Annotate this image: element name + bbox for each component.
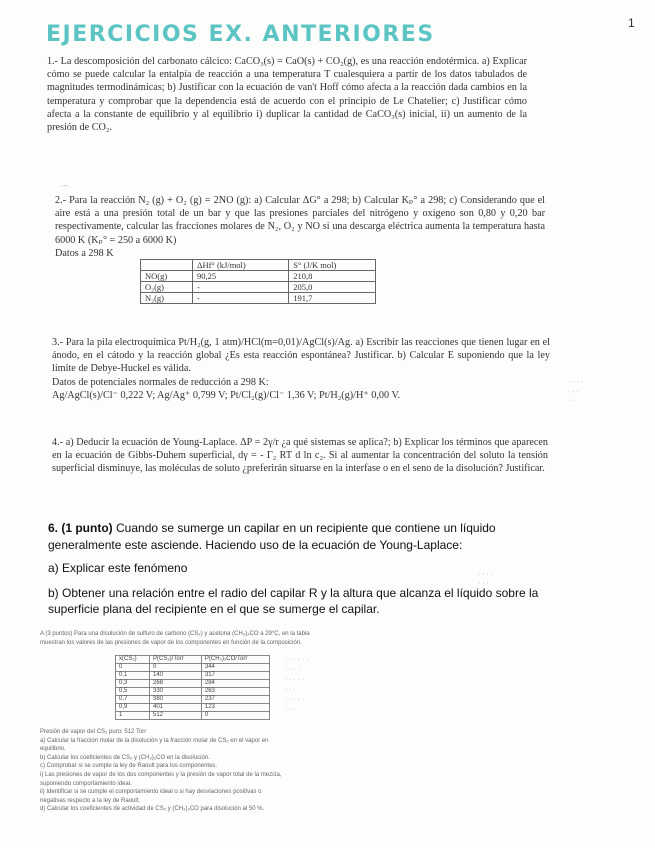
question-6-intro-text: Cuando se sumerge un capilar en un recipiente que contiene un líquido generalmente este asciende. Haciendo uso de la ecuación de Young-Laplace: — [48, 521, 496, 552]
table-cell: 0,7 — [116, 696, 150, 704]
table-cell: 401 — [149, 704, 201, 712]
table-header-cell: x(CS₂) — [116, 656, 150, 664]
question-2 — [55, 194, 545, 260]
table-header-cell — [141, 260, 193, 271]
table-cell: 330 — [149, 688, 201, 696]
question-3-potentials-label: Datos de potenciales normales de reducción a 298 K: — [52, 376, 269, 388]
question-6-number: 6. (1 punto) — [48, 521, 113, 535]
table-cell: 90,25 — [192, 271, 288, 282]
question-7-line: a) Calcular la fracción molar de la disolución y la fracción molar de CS₂ en el vapor en — [40, 737, 269, 744]
table-header-cell: P(CH₃)₂CO/Torr — [201, 656, 269, 664]
table-cell: 140 — [149, 672, 201, 680]
page-title: EJERCICIOS EX. ANTERIORES — [46, 22, 435, 47]
table-cell: 123 — [201, 704, 269, 712]
scan-mark: ·~· — [60, 183, 69, 190]
table-row — [116, 672, 270, 680]
question-7-line: d) Calcular los coeficientes de actividad de CS₂ y (CH₃)₂CO para disolución al 50 %. — [40, 806, 265, 813]
table-cell: 344 — [201, 664, 269, 672]
table-row — [116, 664, 270, 672]
table-header-row — [141, 260, 376, 271]
table-cell: 380 — [149, 696, 201, 704]
table-cell: 317 — [201, 672, 269, 680]
scan-mark: · · · · · · · — [478, 571, 494, 587]
table-cell: 210,8 — [289, 271, 376, 282]
table-row — [141, 282, 376, 293]
table-cell: 1 — [116, 712, 150, 720]
question-7-line: Presión de vapor del CS₂ puro: 512 Torr — [40, 729, 147, 735]
table-cell: 0 — [201, 712, 269, 720]
table-row — [116, 712, 270, 720]
table-row — [116, 680, 270, 688]
question-7-line: b) Calcular los coeficientes de CS₂ y (CH₃)₂CO en la disolución. — [40, 754, 210, 761]
table-header-cell: ΔHf° (kJ/mol) — [192, 260, 288, 271]
table-cell: 284 — [201, 680, 269, 688]
table-row — [141, 293, 376, 304]
table-header-cell: P(CS₂)/Torr — [149, 656, 201, 664]
question-4 — [52, 436, 548, 476]
table-row — [141, 271, 376, 282]
question-7-line: c) Comprobar si se cumple la ley de Raoult para los componentes. — [40, 763, 218, 770]
table-row — [116, 696, 270, 704]
question-7-line: A (3 puntos) Para una disolución de sulfuro de carbono (CS₂) y acetona (CH₃)₂CO a 29°C, en la tabla — [40, 631, 310, 637]
question-7-line: suponiendo comportamiento ideal. — [40, 780, 132, 787]
table-cell: 268 — [149, 680, 201, 688]
question-6-intro — [48, 520, 558, 553]
table-header-row — [116, 656, 270, 664]
table-cell: 263 — [201, 688, 269, 696]
table-header-cell: S° (J/K mol) — [289, 260, 376, 271]
question-7-parts — [40, 728, 281, 814]
question-7-line: i) Las presiones de vapor de los dos componentes y la presión de vapor total de la mezcla, — [40, 771, 282, 778]
scan-mark: · · · · · · · · · · · · · · · · · · · · · · · · · · — [285, 656, 309, 713]
question-3 — [52, 336, 550, 402]
table-cell: 0,9 — [116, 704, 150, 712]
question-2-text: 2.- Para la reacción N₂ (g) + O₂ (g) = 2NO (g): a) Calcular ΔG° a 298; b) Calcular Kₚ° a 298; c) Considerando que el aire está a una presión total de un bar y que las presiones parciales del nitrógeno y oxígeno son 0,80 y 0,20 bar respectivamente, calcular las fracciones molares de N₂, O₂ y NO si una descarga eléctrica aumenta la temperatura hasta 6000 K (Kₚ° = 250 a 6000 K) — [55, 195, 545, 246]
question-1 — [47, 55, 527, 134]
table-cell: 0 — [116, 664, 150, 672]
table-cell: 0,3 — [116, 680, 150, 688]
table-cell: 237 — [201, 696, 269, 704]
question-6-part-b: b) Obtener una relación entre el radio del capilar R y la altura que alcanza el líquido sobre la superficie plana del recipiente en el que se sumerge el capilar. — [48, 585, 539, 616]
question-7-intro — [40, 630, 310, 647]
question-1-text: 1.- La descomposición del carbonato cálcico: CaCO₃(s) = CaO(s) + CO₂(g), es una reacción endotérmica. a) Explicar cómo se puede calcular la entalpía de reacción a una temperatura T cualesquiera a partir de los datos tabulados de magnitudes termodinámicas; b) Justificar con la ecuación de van't Hoff cómo afecta a la reacción dada cambios en la temperatura y comprobar que la dependencia está de acuerdo con el principio de Le Chatelier; c) Justificar cómo afecta a la constante de equilibrio y al equilibrio i) duplicar la cantidad de CaCO₃(s) inicial, ii) un aumento de la presión de CO₂. — [47, 56, 527, 134]
question-7-table — [115, 655, 270, 720]
question-7-line: muestran los valores de las presiones de vapor de los componentes en función de la composición. — [40, 639, 302, 646]
table-cell: 0,5 — [116, 688, 150, 696]
question-2-table — [140, 259, 376, 304]
table-cell: O₂(g) — [141, 282, 193, 293]
scan-mark: · · · · · · · · · — [568, 379, 584, 404]
table-row — [116, 704, 270, 712]
table-row — [116, 688, 270, 696]
table-cell: 512 — [149, 712, 201, 720]
question-7-line: ii) Identificar si se cumple el comportamiento ideal o si hay desviaciones positivas o — [40, 789, 262, 796]
question-6-part-a: a) Explicar este fenómeno — [48, 561, 188, 575]
question-7-line: equilibrio. — [40, 746, 66, 753]
table-cell: 0 — [149, 664, 201, 672]
question-3-potentials: Ag/AgCl(s)/Cl⁻ 0,222 V; Ag/Ag⁺ 0,799 V; Pt/Cl₂(g)/Cl⁻ 1,36 V; Pt/H₂(g)/H⁺ 0,00 V. — [52, 389, 401, 401]
table-cell: 191,7 — [289, 293, 376, 304]
table-cell: 0,1 — [116, 672, 150, 680]
question-6 — [48, 520, 558, 618]
table-cell: - — [192, 293, 288, 304]
question-3-text: 3.- Para la pila electroquímica Pt/H₂(g, 1 atm)/HCl(m=0,01)/AgCl(s)/Ag. a) Escribir las reacciones que tienen lugar en el ánodo, en el cátodo y la reacción global ¿Es esta reacción espontánea? Justificar. b) Calcular E suponiendo que la ley límite de Debye-Huckel es válida. — [52, 337, 550, 375]
table-cell: 205,0 — [289, 282, 376, 293]
question-4-text: 4.- a) Deducir la ecuación de Young-Laplace. ΔP = 2γ/r ¿a qué sistemas se aplica?; b) Explicar los términos que aparecen en la ecuación de Gibbs-Duhem superficial, dγ = - Γ₂ RT d ln c₂. Si al aumentar la concentración del soluto la tensión superficial disminuye, las moléculas de soluto ¿preferirán situarse en la interfase o en el seno de la disolución? Justificar. — [52, 437, 548, 475]
page-number: 1 — [628, 16, 635, 30]
table-cell: NO(g) — [141, 271, 193, 282]
table-cell: - — [192, 282, 288, 293]
question-7-line: negativas respecto a la ley de Raoult. — [40, 797, 141, 804]
table-cell: N₂(g) — [141, 293, 193, 304]
question-2-data-label: Datos a 298 K — [55, 247, 114, 259]
